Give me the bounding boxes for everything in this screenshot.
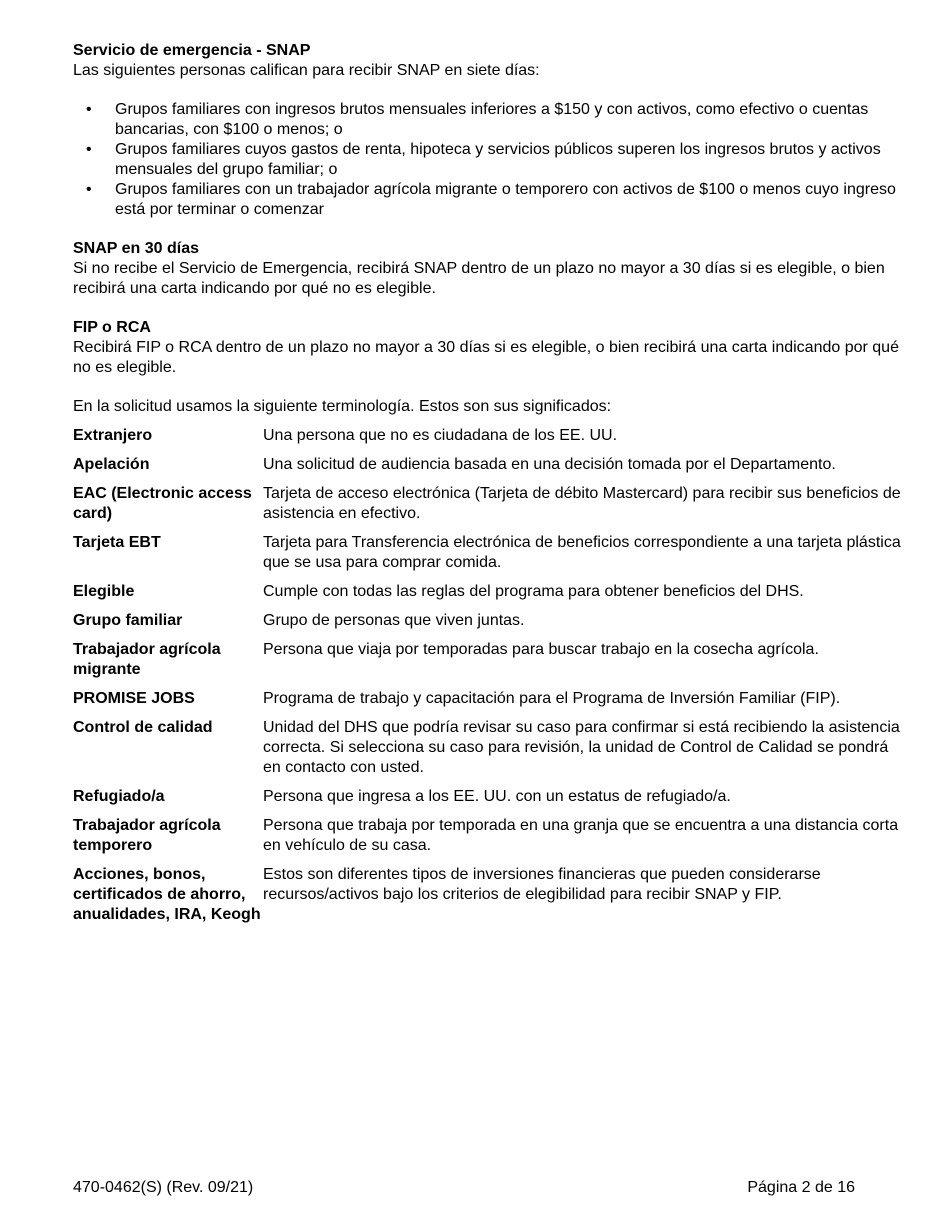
snap30-title: SNAP en 30 días xyxy=(73,240,199,257)
list-item-text: Grupos familiares con ingresos brutos mensuales inferiores a $150 y con activos, como efectivo o cuentas bancarias, con $100 o menos; o xyxy=(115,101,869,138)
table-row xyxy=(73,689,903,718)
fip-title: FIP o RCA xyxy=(73,319,151,336)
table-row xyxy=(73,718,903,787)
term-cell: Control de calidad xyxy=(73,719,213,736)
term-cell: Apelación xyxy=(73,456,150,473)
bullet-icon: • xyxy=(86,141,92,158)
definition-cell: Estos son diferentes tipos de inversiones financieras que pueden considerarse recursos/activos bajo los criterios de elegibilidad para recibir SNAP y FIP. xyxy=(263,866,821,903)
snap30-section xyxy=(73,239,903,299)
definition-cell: Grupo de personas que viven juntas. xyxy=(263,612,525,629)
term-cell: Tarjeta EBT xyxy=(73,534,161,551)
bullet-icon: • xyxy=(86,181,92,198)
emergency-intro: Las siguientes personas califican para recibir SNAP en siete días: xyxy=(73,62,540,79)
term-cell: Trabajador agrícola temporero xyxy=(73,817,221,854)
table-row xyxy=(73,640,903,689)
list-item-text: Grupos familiares con un trabajador agrícola migrante o temporero con activos de $100 o menos cuyo ingreso está por terminar o comenzar xyxy=(115,181,896,218)
table-row xyxy=(73,582,903,611)
term-cell: Trabajador agrícola migrante xyxy=(73,641,221,678)
emergency-title: Servicio de emergencia - SNAP xyxy=(73,42,311,59)
list-item xyxy=(73,100,915,140)
list-item xyxy=(73,140,915,180)
definition-cell: Cumple con todas las reglas del programa para obtener beneficios del DHS. xyxy=(263,583,804,600)
definition-cell: Tarjeta para Transferencia electrónica de beneficios correspondiente a una tarjeta plástica que se usa para comprar comida. xyxy=(263,534,901,571)
terms-table xyxy=(73,426,903,934)
list-item-text: Grupos familiares cuyos gastos de renta, hipoteca y servicios públicos superen los ingresos brutos y activos mensuales del grupo familiar; o xyxy=(115,141,881,178)
page-footer xyxy=(73,1178,855,1198)
definition-cell: Persona que trabaja por temporada en una granja que se encuentra a una distancia corta en vehículo de su casa. xyxy=(263,817,899,854)
page-number: Página 2 de 16 xyxy=(747,1179,855,1196)
definition-cell: Persona que ingresa a los EE. UU. con un estatus de refugiado/a. xyxy=(263,788,731,805)
table-row xyxy=(73,865,903,934)
term-cell: EAC (Electronic access card) xyxy=(73,485,252,522)
snap30-body: Si no recibe el Servicio de Emergencia, recibirá SNAP dentro de un plazo no mayor a 30 días si es elegible, o bien recibirá una carta indicando por qué no es elegible. xyxy=(73,260,885,297)
fip-section xyxy=(73,318,903,378)
list-item xyxy=(73,180,915,220)
terms-intro: En la solicitud usamos la siguiente terminología. Estos son sus significados: xyxy=(73,398,612,415)
term-cell: Acciones, bonos, certificados de ahorro, anualidades, IRA, Keogh xyxy=(73,866,261,923)
definition-cell: Persona que viaja por temporadas para buscar trabajo en la cosecha agrícola. xyxy=(263,641,819,658)
term-cell: Grupo familiar xyxy=(73,612,183,629)
form-number: 470-0462(S) (Rev. 09/21) xyxy=(73,1179,254,1196)
bullet-icon: • xyxy=(86,101,92,118)
table-row xyxy=(73,533,903,582)
term-cell: PROMISE JOBS xyxy=(73,690,195,707)
definition-cell: Tarjeta de acceso electrónica (Tarjeta de débito Mastercard) para recibir sus beneficios de asistencia en efectivo. xyxy=(263,485,901,522)
term-cell: Extranjero xyxy=(73,427,153,444)
table-row xyxy=(73,816,903,865)
definition-cell: Unidad del DHS que podría revisar su caso para confirmar si está recibiendo la asistencia correcta. Si selecciona su caso para revisión, la unidad de Control de Calidad se pondrá en contacto con usted. xyxy=(263,719,900,776)
document-page xyxy=(73,41,903,934)
fip-body: Recibirá FIP o RCA dentro de un plazo no mayor a 30 días si es elegible, o bien recibirá una carta indicando por qué no es elegible. xyxy=(73,339,899,376)
definition-cell: Una solicitud de audiencia basada en una decisión tomada por el Departamento. xyxy=(263,456,836,473)
table-row xyxy=(73,484,903,533)
table-row xyxy=(73,426,903,455)
definition-cell: Una persona que no es ciudadana de los EE. UU. xyxy=(263,427,618,444)
table-row xyxy=(73,611,903,640)
table-row xyxy=(73,455,903,484)
term-cell: Elegible xyxy=(73,583,135,600)
definition-cell: Programa de trabajo y capacitación para el Programa de Inversión Familiar (FIP). xyxy=(263,690,841,707)
table-row xyxy=(73,787,903,816)
term-cell: Refugiado/a xyxy=(73,788,165,805)
emergency-bullet-list xyxy=(73,100,903,220)
emergency-section xyxy=(73,41,903,220)
